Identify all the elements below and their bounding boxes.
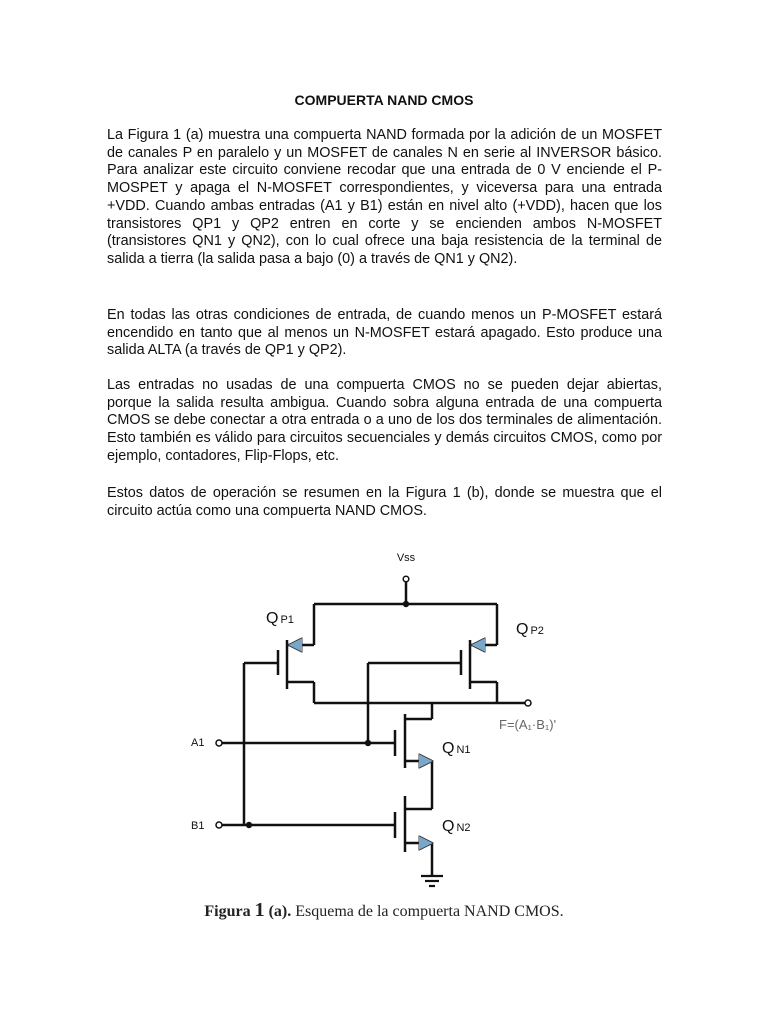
qn2-label: Q N2 — [442, 818, 471, 835]
top-rail-wire — [314, 604, 497, 645]
caption-text: Esquema de la compuerta NAND CMOS. — [295, 903, 564, 920]
transistor-qp2 — [368, 640, 497, 703]
ground-icon — [421, 876, 443, 886]
paragraph-summary: Estos datos de operación se resumen en la Figura 1 (b), donde se muestra que el circuito actúa como una compuerta NAND CMOS. — [107, 485, 662, 519]
supply-node — [403, 576, 409, 607]
input-b1-label: B1 — [191, 820, 205, 832]
transistor-qp1 — [244, 640, 314, 703]
qp1-label: Q P1 — [266, 610, 294, 627]
paragraph-conditions: En todas las otras condiciones de entrada, de cuando menos un P-MOSFET estará encendido en tanto que al menos un N-MOSFET estará apagado. Esto produce una salida ALTA (a través de QP1 y QP2). — [107, 307, 662, 359]
caption-figure-tag: (a). — [268, 903, 292, 920]
input-b1-terminal — [216, 822, 222, 828]
supply-label: Vss — [396, 552, 416, 564]
caption-figure-word: Figura — [204, 903, 251, 920]
input-a1-junction — [365, 740, 371, 746]
paragraph-intro: La Figura 1 (a) muestra una compuerta NAND formada por la adición de un MOSFET de canales P en paralelo y un MOSFET de canales N en serie al INVERSOR básico. Para analizar este circuito conviene recodar que una entrada de 0 V enciende el P-MOSPET y apaga el N-MOSFET correspondientes, y viceversa para una entrada +VDD. Cuando ambas entradas (A1 y B1) están en nivel alto (+VDD), hacen que los transistores QP1 y QP2 entren en corte y se encienden ambos N-MOSFET (transistores QN1 y QN2), con lo cual ofrece una baja resistencia de la terminal de salida a tierra (la salida pasa a bajo (0) a través de QN1 y QN2). — [107, 127, 662, 267]
output-label: F=(A₁·B₁)' — [499, 717, 557, 732]
input-b1-junction — [246, 822, 252, 828]
caption-figure-number: 1 — [254, 899, 265, 921]
output-wire — [314, 703, 525, 719]
transistor-qn2 — [395, 796, 432, 876]
qp2-label: Q P2 — [516, 621, 544, 638]
input-a1-terminal — [216, 740, 222, 746]
qn1-label: Q N1 — [442, 740, 471, 757]
output-node — [525, 700, 531, 706]
document-title: COMPUERTA NAND CMOS — [294, 92, 474, 108]
figure-caption — [0, 899, 768, 922]
input-a1-label: A1 — [191, 737, 205, 749]
paragraph-unused-inputs: Las entradas no usadas de una compuerta CMOS no se pueden dejar abiertas, porque la salida resulta ambigua. Cuando sobra alguna entrada de una compuerta CMOS se debe conectar a otra entrada o a uno de los dos terminales de alimentación. Esto también es válido para circuitos secuenciales y demás circuitos CMOS, como por ejemplo, contadores, Flip-Flops, etc. — [107, 377, 662, 464]
input-a1-wire — [222, 663, 395, 743]
transistor-qn1 — [395, 714, 432, 809]
nand-cmos-schematic — [0, 540, 768, 900]
